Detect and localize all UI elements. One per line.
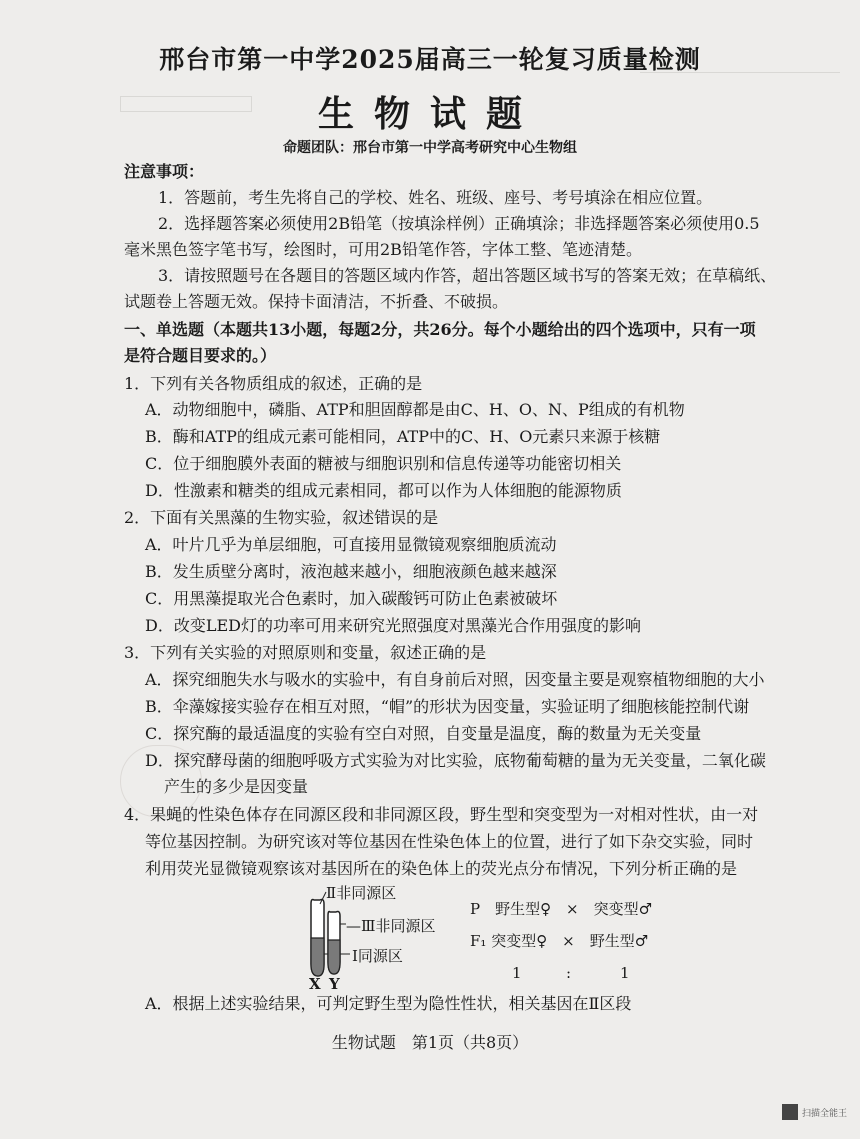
notice-heading: 注意事项：	[124, 162, 205, 181]
label-homologous-i: Ⅰ同源区	[352, 947, 403, 965]
label-nonhomologous-ii: Ⅱ非同源区	[326, 884, 397, 902]
qr-code-icon	[782, 1104, 798, 1120]
q1-option-a: A．动物细胞中，磷脂、ATP和胆固醇都是由C、H、O、N、P组成的有机物	[145, 400, 685, 419]
q3-stem: 3．下列有关实验的对照原则和变量，叙述正确的是	[124, 643, 487, 662]
page-footer: 生物试题 第1页（共8页）	[331, 1033, 529, 1052]
chromosome-cross-figure	[300, 882, 720, 992]
q1-option-c: C．位于细胞膜外表面的糖被与细胞识别和信息传递等功能密切相关	[145, 454, 622, 473]
q3-option-b: B．伞藻嫁接实验存在相互对照，“帽”的形状为因变量，实验证明了细胞核能控制代谢	[145, 697, 750, 716]
label-x-chromosome: X	[309, 975, 321, 993]
q4-stem-cont-2: 利用荧光显微镜观察该对基因所在的染色体上的荧光点分布情况，下列分析正确的是	[145, 859, 738, 878]
label-y-chromosome: Y	[329, 975, 340, 993]
q4-stem-cont-1: 等位基因控制。为研究该对等位基因在性染色体上的位置，进行了如下杂交实验，同时	[145, 832, 754, 851]
q1-stem: 1．下列有关各物质组成的叙述，正确的是	[124, 374, 423, 393]
ratio-left: 1	[512, 964, 522, 982]
notice-item-1: 1．答题前，考生先将自己的学校、姓名、班级、座号、考号填涂在相应位置。	[158, 188, 713, 207]
notice-item-2: 2．选择题答案必须使用2B铅笔（按填涂样例）正确填涂；非选择题答案必须使用0.5	[158, 214, 760, 233]
subject-title: 生物试题	[317, 93, 542, 135]
ratio-right: 1	[620, 964, 630, 982]
q4-option-a: A．根据上述实验结果，可判定野生型为隐性性状，相关基因在Ⅱ区段	[145, 994, 632, 1013]
q3-option-c: C．探究酶的最适温度的实验有空白对照，自变量是温度，酶的数量为无关变量	[145, 724, 702, 743]
section-heading: 一、单选题（本题共13小题，每题2分，共26分。每个小题给出的四个选项中，只有一项	[124, 320, 756, 339]
q2-option-c: C．用黑藻提取光合色素时，加入碳酸钙可防止色素被破坏	[145, 589, 558, 608]
ratio-colon: :	[566, 964, 572, 982]
author-team: 命题团队：邢台市第一中学高考研究中心生物组	[283, 140, 577, 156]
q2-option-d: D．改变LED灯的功率可用来研究光照强度对黑藻光合作用强度的影响	[145, 616, 641, 635]
notice-item-3: 3．请按照题号在各题目的答题区域内作答，超出答题区域书写的答案无效；在草稿纸、	[158, 266, 777, 285]
notice-item-2-cont: 毫米黑色签字笔书写，绘图时，可用2B铅笔作答，字体工整、笔迹清楚。	[124, 240, 642, 259]
cross-f1: F₁ 突变型♀ × 野生型♂	[470, 932, 649, 950]
exam-title: 邢台市第一中学2025届高三一轮复习质量检测	[159, 45, 701, 74]
q3-option-a: A．探究细胞失水与吸水的实验中，有自身前后对照，因变量主要是观察植物细胞的大小	[145, 670, 765, 689]
cross-parental: P 野生型♀ × 突变型♂	[470, 900, 653, 918]
q2-stem: 2．下面有关黑藻的生物实验，叙述错误的是	[124, 508, 439, 527]
q3-option-d-cont: 产生的多少是因变量	[164, 777, 309, 796]
label-nonhomologous-iii: —Ⅲ非同源区	[346, 917, 436, 935]
q1-option-d: D．性激素和糖类的组成元素相同，都可以作为人体细胞的能源物质	[145, 481, 622, 500]
scanner-watermark: 扫描全能王	[802, 1109, 848, 1119]
notice-item-3-cont: 试题卷上答题无效。保持卡面清洁，不折叠、不破损。	[124, 292, 509, 311]
section-heading-cont: 是符合题目要求的。）	[124, 346, 277, 365]
q2-option-a: A．叶片几乎为单层细胞，可直接用显微镜观察细胞质流动	[145, 535, 557, 554]
q4-stem: 4．果蝇的性染色体存在同源区段和非同源区段，野生型和突变型为一对相对性状，由一对	[124, 805, 759, 824]
q1-option-b: B．酶和ATP的组成元素可能相同，ATP中的C、H、O元素只来源于核糖	[145, 427, 661, 446]
q3-option-d: D．探究酵母菌的细胞呼吸方式实验为对比实验，底物葡萄糖的量为无关变量，二氧化碳	[145, 751, 766, 770]
q2-option-b: B．发生质壁分离时，液泡越来越小，细胞液颜色越来越深	[145, 562, 557, 581]
